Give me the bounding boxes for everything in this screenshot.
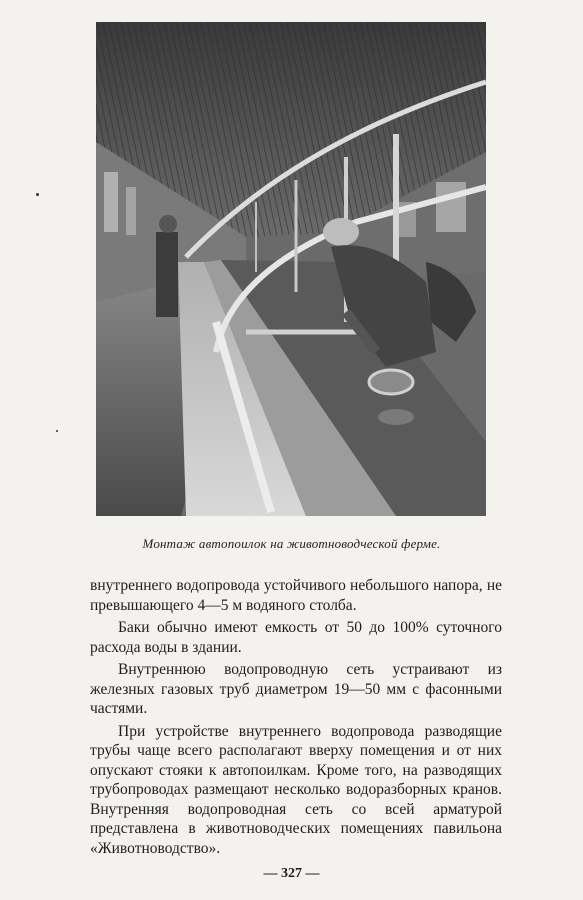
scan-speck (36, 193, 39, 196)
paragraph: Внутреннюю водопроводную сеть устраивают из железных газовых труб диаметром 19—50 мм с фасонными частями. (90, 661, 502, 717)
page-number: — 327 — (263, 866, 320, 881)
paragraph: Баки обычно имеют емкость от 50 до 100% суточного расхода воды в здании. (90, 619, 502, 656)
scan-speck (56, 430, 58, 432)
paragraph: При устройстве внутреннего водопровода разводящие трубы чаще всего располагают вверху помещения и от них опускают стояки к автопоилкам. Кроме того, на разводящих трубопроводах размещают несколько водоразборных кранов. Внутренняя водопроводная сеть со всей арматурой представлена в животноводческих помещениях павильона «Животноводство». (90, 722, 502, 857)
farm-photo (96, 22, 486, 516)
photo-caption: Монтаж автопоилок на животноводческой ферме. (142, 536, 441, 551)
body-text (90, 576, 502, 861)
paragraph: внутреннего водопровода устойчивого небольшого напора, не превышающего 4—5 м водяного столба. (90, 577, 502, 614)
